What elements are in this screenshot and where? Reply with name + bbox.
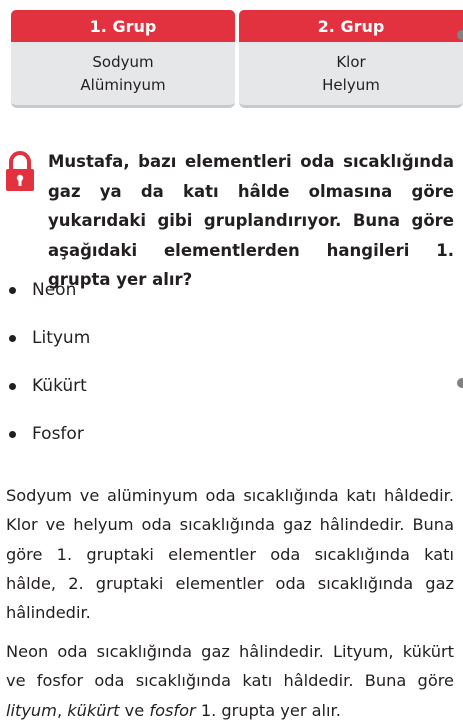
bullet-icon: [9, 287, 16, 294]
group-2-item: Klor: [336, 52, 366, 71]
answer-text: Neon oda sıcaklığında gaz hâlindedir. Lityum, kükürt ve fosfor oda sıcaklığında katı hâldedir. Buna göre: [6, 642, 454, 691]
group-1-column: [11, 10, 235, 108]
group-1-header: 1. Grup: [11, 10, 235, 42]
option-label: Neon: [32, 280, 77, 300]
bullet-icon: [9, 383, 16, 390]
list-item: [7, 424, 84, 444]
answer-text: ve: [119, 700, 150, 720]
list-item: [7, 328, 90, 348]
bullet-icon: [9, 431, 16, 438]
group-1-item: Alüminyum: [80, 75, 166, 94]
group-2-column: [239, 10, 463, 108]
option-label: Lityum: [32, 328, 91, 348]
page-edge-marker: [457, 30, 463, 40]
list-item: [7, 280, 76, 300]
group-2-item: Helyum: [322, 75, 380, 94]
answer-emphasis: lityum: [6, 700, 57, 720]
answer-text: ,: [56, 700, 68, 720]
group-1-item: Sodyum: [92, 52, 154, 71]
group-1-cell: [11, 42, 235, 108]
lock-icon: [4, 150, 36, 192]
answer-emphasis: fosfor: [149, 700, 196, 720]
answer-paragraph-2: [6, 637, 454, 725]
group-2-header: 2. Grup: [239, 10, 463, 42]
group-2-cell: [239, 42, 463, 108]
question-text: Mustafa, bazı elementleri oda sıcaklığında gaz ya da katı hâlde olmasına göre yukarıdaki gibi gruplandırıyor. Buna göre aşağıdaki elementlerden hangileri 1. grupta yer alır?: [48, 152, 454, 289]
option-label: Fosfor: [32, 424, 84, 444]
answer-emphasis: kükürt: [67, 700, 120, 720]
bullet-icon: [9, 335, 16, 342]
option-label: Kükürt: [32, 376, 87, 396]
page-edge-marker: [457, 378, 463, 388]
group-table: [11, 10, 463, 108]
list-item: [7, 376, 87, 396]
answer-paragraph-1: Sodyum ve alüminyum oda sıcaklığında katı hâldedir. Klor ve helyum oda sıcaklığında gaz hâlindedir. Buna göre 1. gruptaki elementler oda sıcaklığında katı hâlde, 2. gruptaki elementler oda sıcaklığında gaz hâlindedir.: [6, 486, 454, 623]
answer-text: 1. grupta yer alır.: [195, 700, 341, 720]
